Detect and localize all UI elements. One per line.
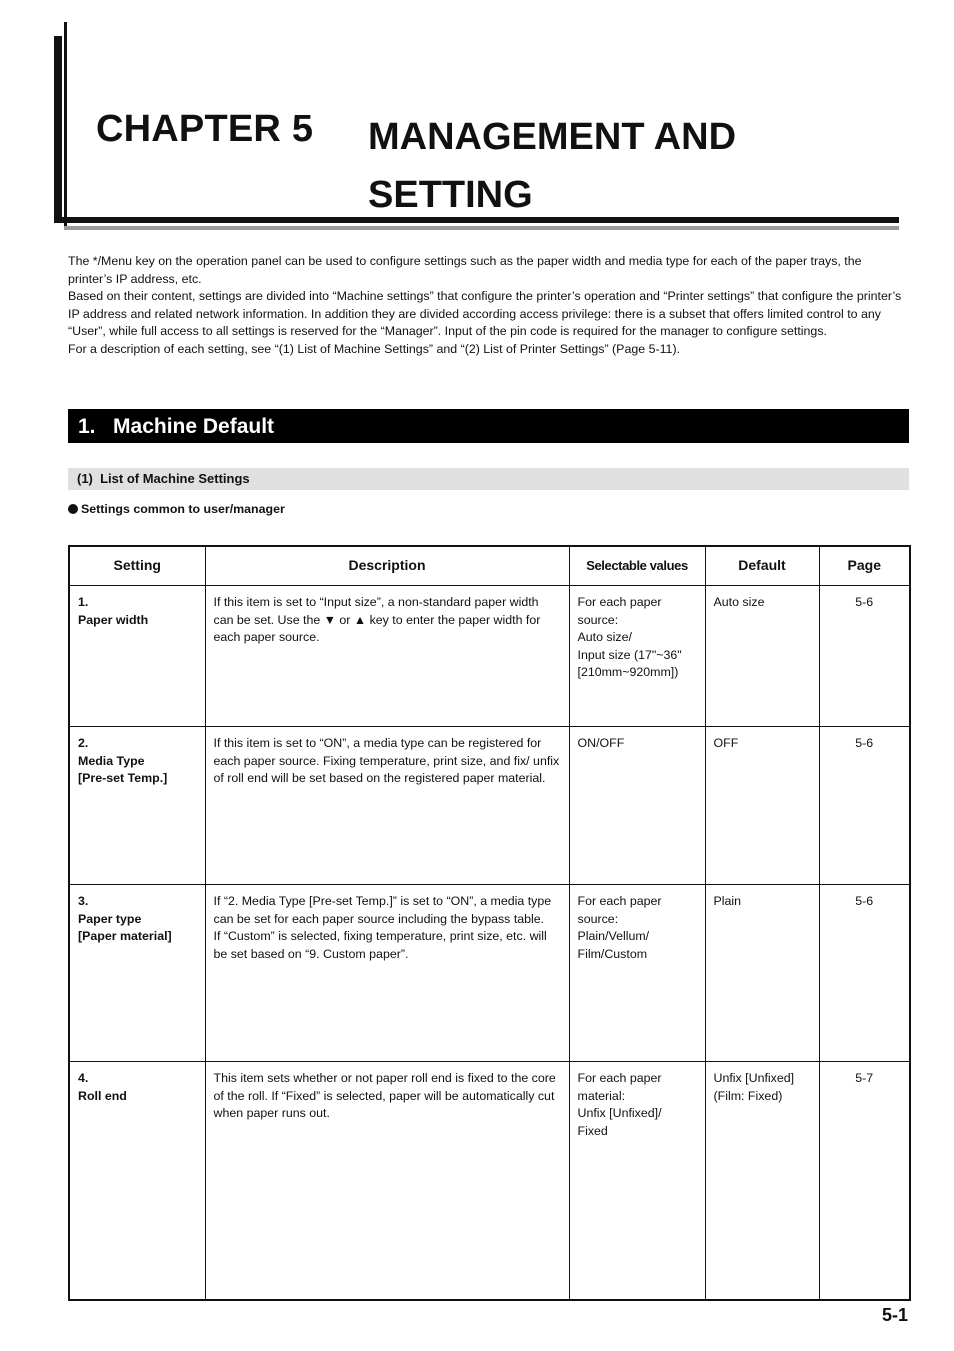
bullet-dot-icon	[68, 504, 78, 514]
setting-cell	[69, 727, 205, 885]
setting-name: Media Type [Pre-set Temp.]	[78, 753, 168, 786]
values-cell: For each paper source: Auto size/ Input size (17"~36" [210mm~920mm])	[569, 586, 705, 727]
intro-paragraph-3: For a description of each setting, see “(1) List of Machine Settings” and “(2) List of Printer Settings” (Page 5-11).	[68, 341, 681, 356]
chapter-bar-thick	[54, 36, 62, 220]
chapter-number: CHAPTER 5	[96, 108, 314, 150]
page-cell: 5-6	[819, 727, 910, 885]
section-heading: 1. Machine Default	[68, 409, 909, 443]
setting-number: 4.	[78, 1071, 89, 1085]
header-setting: Setting	[69, 546, 205, 586]
values-cell: ON/OFF	[569, 727, 705, 885]
bullet-note	[68, 502, 285, 516]
subsection-heading: (1) List of Machine Settings	[68, 468, 909, 490]
settings-table	[68, 545, 911, 1301]
description-cell: If this item is set to “Input size”, a non-standard paper width can be set. Use the ▼ or ▲ key to enter the paper width for each paper source.	[205, 586, 569, 727]
values-cell: For each paper material: Unfix [Unfixed]/ Fixed	[569, 1062, 705, 1300]
description-cell: This item sets whether or not paper roll end is fixed to the core of the roll. If “Fixed” is selected, paper will be automatically cut when paper runs out.	[205, 1062, 569, 1300]
intro-text	[68, 253, 908, 359]
chapter-bar-thin	[64, 22, 67, 228]
page-number: 5-1	[881, 1305, 908, 1325]
setting-number: 1.	[78, 595, 89, 609]
setting-name: Roll end	[78, 1088, 127, 1103]
header-page: Page	[819, 546, 910, 586]
chapter-rule-shadow	[64, 226, 899, 230]
setting-number: 3.	[78, 894, 89, 908]
chapter-title-line2: SETTING	[368, 174, 533, 216]
chapter-title	[368, 108, 736, 224]
header-description: Description	[205, 546, 569, 586]
intro-paragraph-2: Based on their content, settings are divided into “Machine settings” that configure the printer’s operation and “Printer settings” that configure the printer’s IP address and related network information. In addition they are divided according access privilege: there is a subset that offers limited control to any “User”, while full access to all settings is reserved for the “Manager”. Input of the pin code is required for the manager to configure settings.	[68, 289, 902, 339]
setting-number: 2.	[78, 736, 89, 750]
table-row	[69, 727, 910, 885]
default-cell: Plain	[705, 885, 819, 1062]
intro-paragraph-1: The */Menu key on the operation panel can be used to configure settings such as the paper width and media type for each of the paper trays, the printer’s IP address, etc.	[68, 254, 862, 286]
table-row	[69, 885, 910, 1062]
default-cell: Auto size	[705, 586, 819, 727]
setting-cell	[69, 586, 205, 727]
description-cell: If this item is set to “ON”, a media type can be registered for each paper source. Fixing temperature, print size, and fix/ unfix of roll end will be set based on the registered paper material.	[205, 727, 569, 885]
page-cell: 5-6	[819, 885, 910, 1062]
table-header-row	[69, 546, 910, 586]
table-row	[69, 586, 910, 727]
bullet-text: Settings common to user/manager	[81, 502, 285, 516]
header-selectable-values: Selectable values	[569, 546, 705, 586]
table-row	[69, 1062, 910, 1300]
header-default: Default	[705, 546, 819, 586]
description-cell: If “2. Media Type [Pre-set Temp.]” is set to “ON”, a media type can be set for each paper source including the bypass table. If “Custom” is selected, fixing temperature, print size, etc. will be set based on “9. Custom paper”.	[205, 885, 569, 1062]
page-cell: 5-7	[819, 1062, 910, 1300]
chapter-title-line1: MANAGEMENT AND	[368, 116, 737, 158]
page-cell: 5-6	[819, 586, 910, 727]
setting-cell	[69, 1062, 205, 1300]
setting-name: Paper type [Paper material]	[78, 911, 172, 944]
default-cell: OFF	[705, 727, 819, 885]
default-cell: Unfix [Unfixed] (Film: Fixed)	[705, 1062, 819, 1300]
setting-cell	[69, 885, 205, 1062]
setting-name: Paper width	[78, 612, 149, 627]
values-cell: For each paper source: Plain/Vellum/ Film/Custom	[569, 885, 705, 1062]
